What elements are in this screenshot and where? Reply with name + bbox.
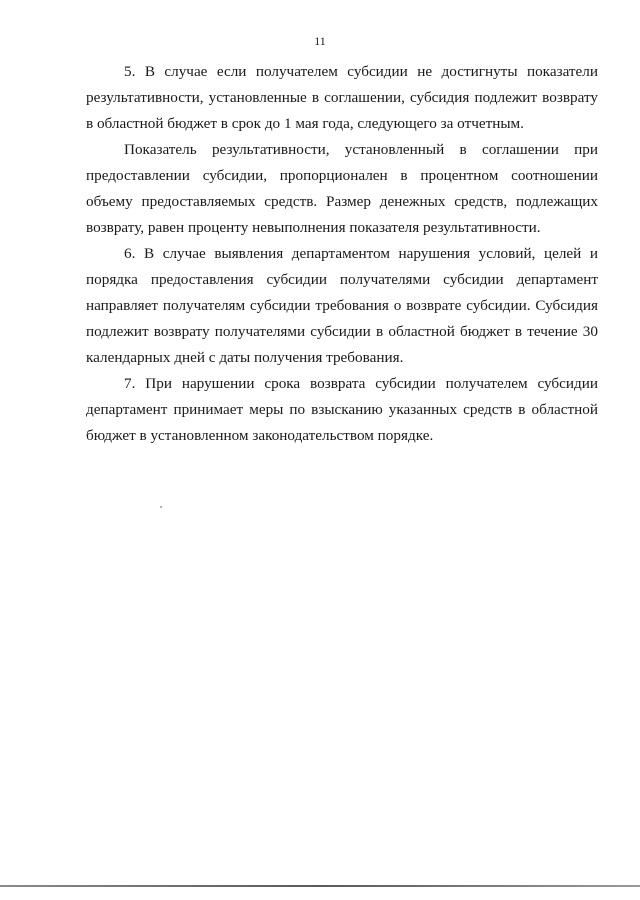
text-line: 7. При нарушении срока возврата субсидии получателем субсидии: [124, 375, 598, 392]
text-line: результативности, установленные в соглашении, субсидия подлежит возврату: [86, 89, 598, 106]
text-line: подлежит возврату получателями субсидии в областной бюджет в течение 30: [86, 323, 598, 340]
paragraph-7: [86, 371, 598, 449]
paragraph-6: [86, 241, 598, 371]
text-line: Показатель результативности, установленный в соглашении при: [124, 141, 598, 158]
text-line: департамент принимает меры по взысканию указанных средств в областной: [86, 401, 598, 418]
scan-bottom-edge: [0, 885, 640, 887]
text-line: календарных дней с даты получения требования.: [86, 349, 404, 366]
text-line: бюджет в установленном законодательством порядке.: [86, 427, 434, 444]
scan-speck: [160, 506, 162, 508]
text-line: порядка предоставления субсидии получателями субсидии департамент: [86, 271, 598, 288]
text-line: возврату, равен проценту невыполнения показателя результативности.: [86, 219, 541, 236]
text-line: предоставлении субсидии, пропорционален в процентном соотношении: [86, 167, 598, 184]
text-line: объему предоставляемых средств. Размер денежных средств, подлежащих: [86, 193, 598, 210]
text-line: в областной бюджет в срок до 1 мая года, следующего за отчетным.: [86, 115, 524, 132]
text-line: направляет получателям субсидии требования о возврате субсидии. Субсидия: [86, 297, 598, 314]
paragraph-5: [86, 59, 598, 137]
page-number: 11: [314, 34, 326, 48]
text-line: 5. В случае если получателем субсидии не достигнуты показатели: [124, 63, 598, 80]
paragraph-indicator: [86, 137, 598, 241]
text-line: 6. В случае выявления департаментом нарушения условий, целей и: [124, 245, 598, 262]
document-body: [86, 59, 598, 449]
